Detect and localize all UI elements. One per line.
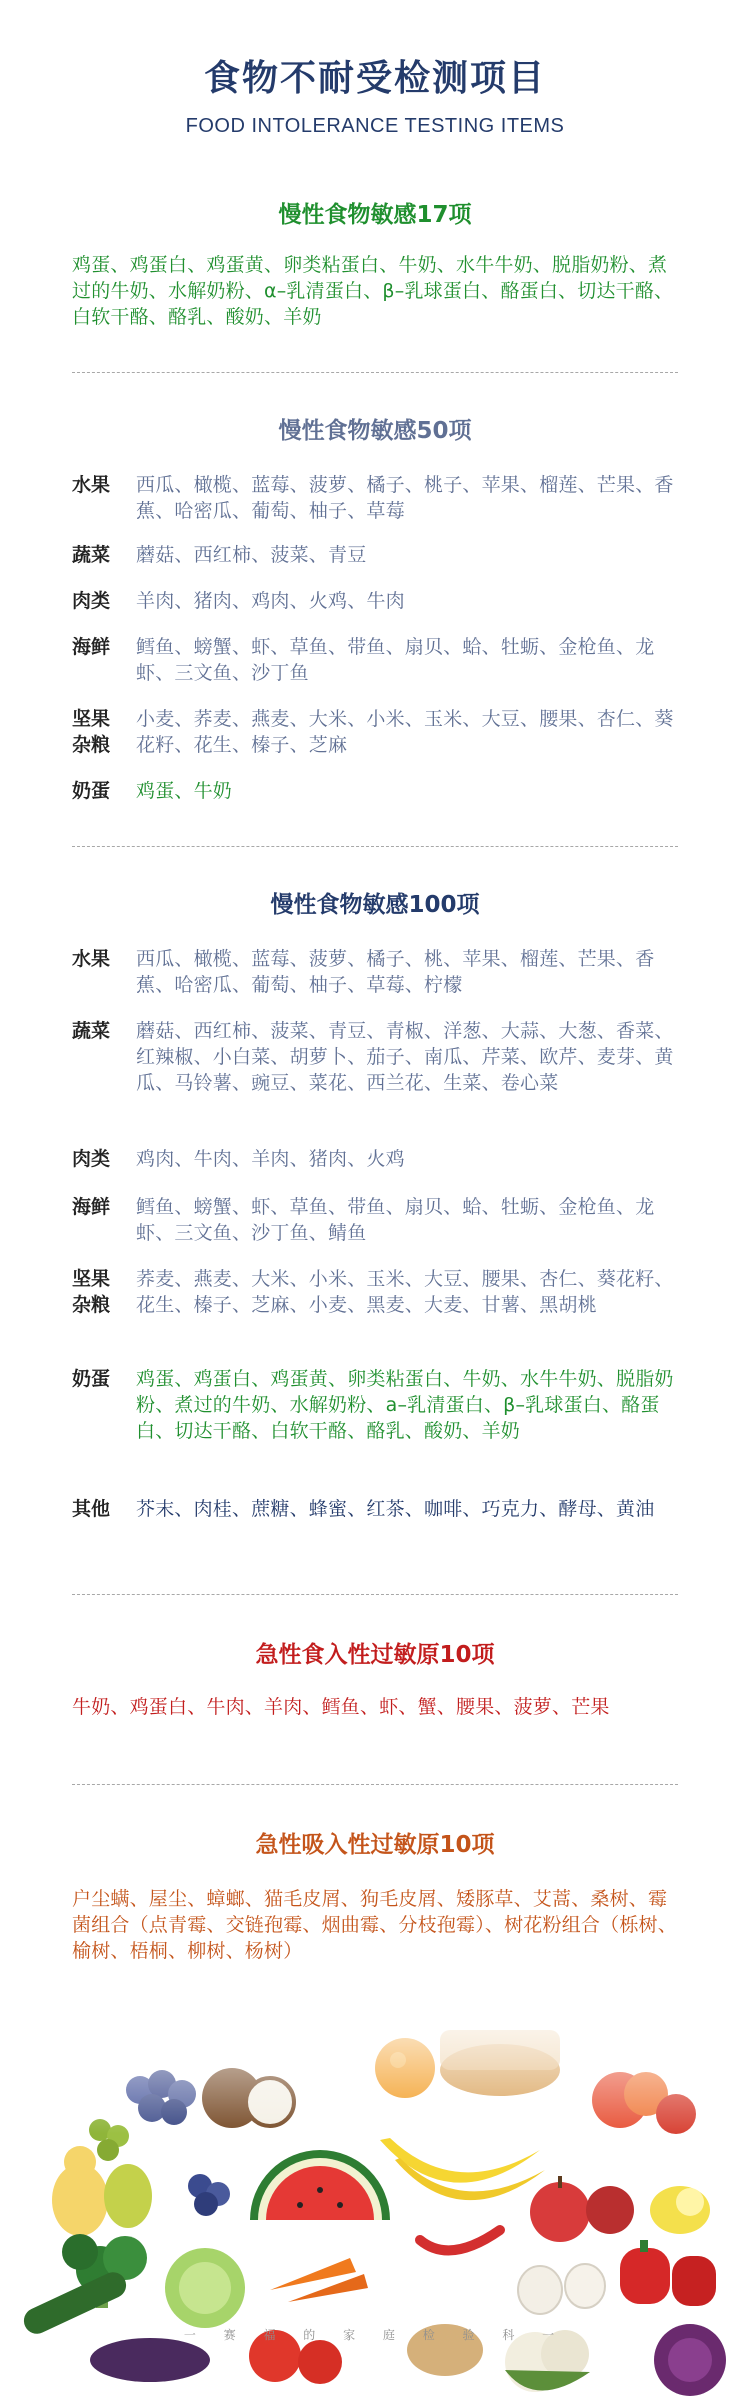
row-text: 鸡蛋、牛奶: [136, 780, 233, 802]
row-text: 芥末、肉桂、蔗糖、蜂蜜、红茶、咖啡、巧克力、酵母、黄油: [136, 1498, 655, 1520]
row-label: [72, 706, 127, 758]
section3-title: 慢性食物敏感100项: [270, 892, 480, 918]
row-label: 肉类: [72, 590, 111, 612]
row-text: 鳕鱼、螃蟹、虾、草鱼、带鱼、扇贝、蛤、牡蛎、金枪鱼、龙虾、三文鱼、沙丁鱼: [136, 636, 655, 684]
row-label: 肉类: [72, 1148, 111, 1170]
row-text: 鳕鱼、螃蟹、虾、草鱼、带鱼、扇贝、蛤、牡蛎、金枪鱼、龙虾、三文鱼、沙丁鱼、鲭鱼: [136, 1196, 655, 1244]
section1-text: 鸡蛋、鸡蛋白、鸡蛋黄、卵类粘蛋白、牛奶、水牛牛奶、脱脂奶粉、煮过的牛奶、水解奶粉、α–乳清蛋白、β–乳球蛋白、酪蛋白、切达干酪、白软干酪、酪乳、酸奶、羊奶: [72, 254, 674, 328]
row-label: 蔬菜: [72, 544, 111, 566]
row-label-line1: 坚果: [72, 1268, 111, 1290]
row-text: 荞麦、燕麦、大米、小米、玉米、大豆、腰果、杏仁、葵花籽、花生、榛子、芝麻、小麦、黑麦、大麦、甘薯、黑胡桃: [136, 1268, 674, 1316]
divider: [72, 1594, 678, 1595]
section2-title: 慢性食物敏感50项: [278, 418, 472, 444]
section4-text: 牛奶、鸡蛋白、牛肉、羊肉、鳕鱼、虾、蟹、腰果、菠萝、芒果: [72, 1696, 610, 1718]
page-title: 食物不耐受检测项目: [203, 58, 546, 99]
section4-title: 急性食入性过敏原10项: [255, 1642, 495, 1668]
row-label: 蔬菜: [72, 1020, 111, 1042]
divider: [72, 1784, 678, 1785]
row-label: 奶蛋: [72, 1368, 111, 1390]
section5-text: 户尘螨、屋尘、蟑螂、猫毛皮屑、狗毛皮屑、矮豚草、艾蒿、桑树、霉菌组合（点青霉、交链孢霉、烟曲霉、分枝孢霉）、树花粉组合（栎树、榆树、梧桐、柳树、杨树）: [72, 1888, 677, 1962]
row-text: 小麦、荞麦、燕麦、大米、小米、玉米、大豆、腰果、杏仁、葵花籽、花生、榛子、芝麻: [136, 708, 674, 756]
row-label: 奶蛋: [72, 780, 111, 802]
footer-watermark: 一 赛 福 的 家 庭 检 验 科 一: [183, 2328, 567, 2342]
row-text: 蘑菇、西红柿、菠菜、青豆、青椒、洋葱、大蒜、大葱、香菜、红辣椒、小白菜、胡萝卜、茄子、南瓜、芹菜、欧芹、麦芽、黄瓜、马铃薯、豌豆、菜花、西兰花、生菜、卷心菜: [136, 1020, 674, 1094]
row-label: 海鲜: [72, 1196, 111, 1218]
row-text: 西瓜、橄榄、蓝莓、菠萝、橘子、桃子、苹果、榴莲、芒果、香蕉、哈密瓜、葡萄、柚子、草莓: [136, 474, 674, 522]
row-label: 其他: [72, 1498, 111, 1520]
row-label: 海鲜: [72, 636, 111, 658]
row-label-line2: 杂粮: [72, 734, 111, 756]
section5-title: 急性吸入性过敏原10项: [255, 1832, 495, 1858]
row-text: 鸡肉、牛肉、羊肉、猪肉、火鸡: [136, 1148, 405, 1170]
page-subtitle: FOOD INTOLERANCE TESTING ITEMS: [185, 115, 565, 137]
row-text: 西瓜、橄榄、蓝莓、菠萝、橘子、桃、苹果、榴莲、芒果、香蕉、哈密瓜、葡萄、柚子、草莓、柠檬: [136, 948, 655, 996]
row-text: 鸡蛋、鸡蛋白、鸡蛋黄、卵类粘蛋白、牛奶、水牛牛奶、脱脂奶粉、煮过的牛奶、水解奶粉、a–乳清蛋白、β–乳球蛋白、酪蛋白、切达干酪、白软干酪、酪乳、酸奶、羊奶: [136, 1368, 674, 1442]
divider: [72, 372, 678, 373]
row-text: 蘑菇、西红柿、菠菜、青豆: [136, 544, 367, 566]
divider: [72, 846, 678, 847]
row-label-line1: 坚果: [72, 708, 111, 730]
section1-title: 慢性食物敏感17项: [278, 202, 472, 228]
row-label: 水果: [72, 948, 111, 970]
page-header: [0, 50, 750, 138]
row-label: 水果: [72, 474, 111, 496]
row-label: [72, 1266, 127, 1318]
row-text: 羊肉、猪肉、鸡肉、火鸡、牛肉: [136, 590, 405, 612]
row-label-line2: 杂粮: [72, 1294, 111, 1316]
